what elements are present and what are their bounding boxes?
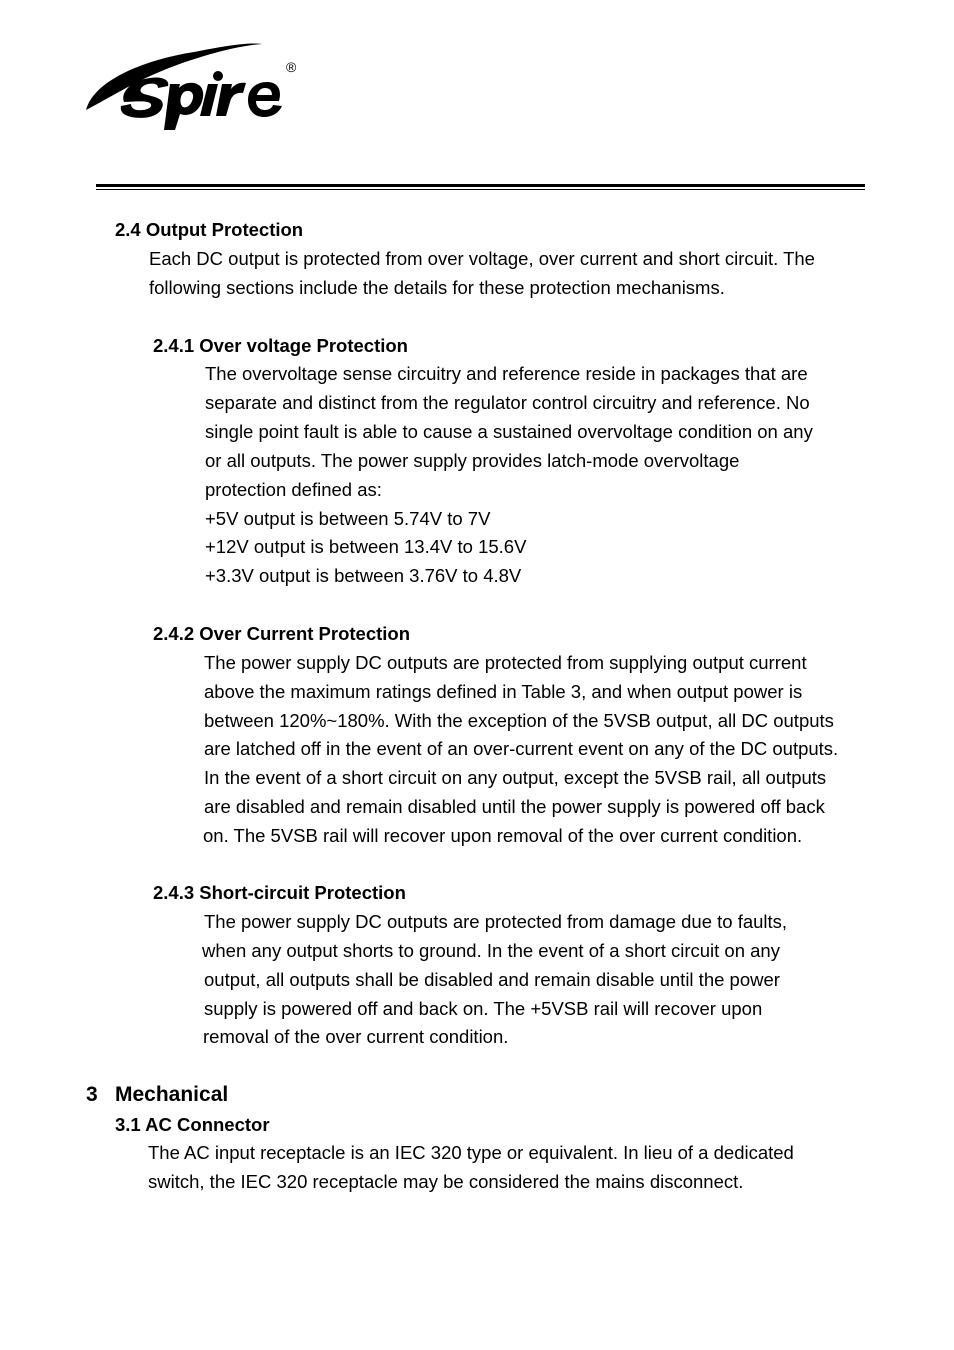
paragraph-line: when any output shorts to ground. In the event of a short circuit on any	[202, 940, 780, 961]
paragraph-line: removal of the over current condition.	[203, 1026, 509, 1047]
paragraph-line: In the event of a short circuit on any output, except the 5VSB rail, all outputs	[204, 767, 827, 788]
header-rule	[96, 184, 865, 187]
paragraph-line: The overvoltage sense circuitry and reference reside in packages that are	[205, 363, 808, 384]
paragraph-line: are latched off in the event of an over-current event on any of the DC outputs.	[204, 738, 839, 759]
section-heading-2-4-2: 2.4.2 Over Current Protection	[153, 623, 411, 644]
paragraph-line: switch, the IEC 320 receptacle may be considered the mains disconnect.	[148, 1171, 744, 1192]
section-heading-2-4-1: 2.4.1 Over voltage Protection	[153, 335, 408, 356]
paragraph-line: The power supply DC outputs are protected from supplying output current	[204, 652, 807, 673]
ovp-spec-3v3: +3.3V output is between 3.76V to 4.8V	[205, 565, 522, 586]
paragraph-line: output, all outputs shall be disabled and remain disable until the power	[204, 969, 780, 990]
paragraph-line: protection defined as:	[205, 479, 382, 500]
paragraph-line: above the maximum ratings defined in Table 3, and when output power is	[204, 681, 803, 702]
paragraph-line: between 120%~180%. With the exception of the 5VSB output, all DC outputs	[204, 710, 834, 731]
paragraph-line: separate and distinct from the regulator control circuitry and reference. No	[205, 392, 810, 413]
paragraph-line: supply is powered off and back on. The +5VSB rail will recover upon	[204, 998, 763, 1019]
paragraph-line: are disabled and remain disabled until the power supply is powered off back	[204, 796, 825, 817]
paragraph-line: or all outputs. The power supply provides latch-mode overvoltage	[205, 450, 740, 471]
spire-logo	[84, 40, 304, 130]
section-heading-3-1: 3.1 AC Connector	[115, 1114, 270, 1135]
chapter-heading-mechanical: Mechanical	[115, 1083, 229, 1106]
paragraph-line: Each DC output is protected from over voltage, over current and short circuit. The	[149, 248, 815, 269]
paragraph-line: The AC input receptacle is an IEC 320 type or equivalent. In lieu of a dedicated	[148, 1142, 794, 1163]
spire-logo-graphic	[84, 40, 304, 130]
chapter-number-3: 3	[86, 1083, 98, 1106]
paragraph-line: on. The 5VSB rail will recover upon removal of the over current condition.	[203, 825, 803, 846]
paragraph-line: The power supply DC outputs are protected from damage due to faults,	[204, 911, 788, 932]
ovp-spec-12v: +12V output is between 13.4V to 15.6V	[205, 536, 527, 557]
section-heading-2-4-3: 2.4.3 Short-circuit Protection	[153, 882, 406, 903]
registered-mark: ®	[286, 59, 297, 75]
header-rule-thin	[96, 189, 865, 190]
ovp-spec-5v: +5V output is between 5.74V to 7V	[205, 508, 491, 529]
section-heading-2-4: 2.4 Output Protection	[115, 219, 304, 240]
paragraph-line: single point fault is able to cause a sustained overvoltage condition on any	[205, 421, 813, 442]
paragraph-line: following sections include the details for these protection mechanisms.	[149, 277, 725, 298]
